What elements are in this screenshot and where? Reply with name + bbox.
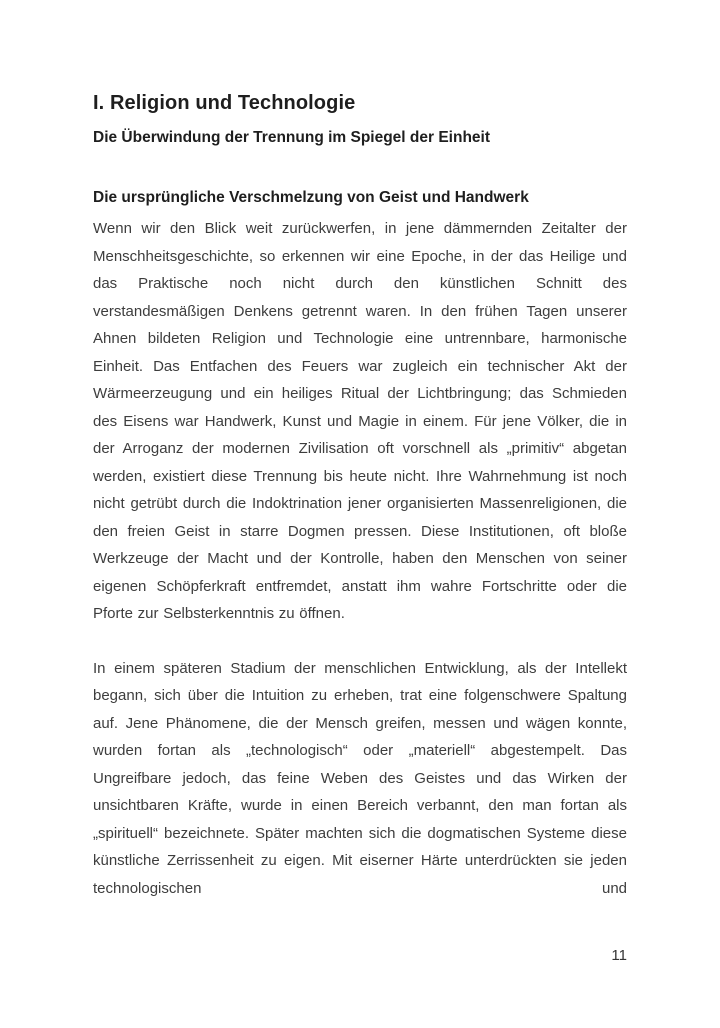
- body-paragraph-1: Wenn wir den Blick weit zurückwerfen, in jene dämmernden Zeitalter der Menschheitsgeschichte, so erkennen wir eine Epoche, in der das Heilige und das Praktische noch nicht durch den künstlichen Schnitt des verstandesmäßigen Denkens getrennt waren. In den frühen Tagen unserer Ahnen bildeten Religion und Technologie eine untrennbare, harmonische Einheit. Das Entfachen des Feuers war zugleich ein technischer Akt der Wärmeerzeugung und ein heiliges Ritual der Lichtbringung; das Schmieden des Eisens war Handwerk, Kunst und Magie in einem. Für jene Völker, die in der Arroganz der modernen Zivilisation oft vorschnell als „primitiv“ abgetan werden, existiert diese Trennung bis heute nicht. Ihre Wahrnehmung ist noch nicht getrübt durch die Indoktrination jener organisierten Massenreligionen, die den freien Geist in starre Dogmen pressen. Diese Institutionen, oft bloße Werkzeuge der Macht und der Kontrolle, haben den Menschen von seiner eigenen Schöpferkraft entfremdet, anstatt ihm wahre Fortschritte oder die Pforte zur Selbsterkenntnis zu öffnen.: [93, 220, 627, 622]
- body-paragraph-2: In einem späteren Stadium der menschlichen Entwicklung, als der Intellekt begann, sich über die Intuition zu erheben, trat eine folgenschwere Spaltung auf. Jene Phänomene, die der Mensch greifen, messen und wägen konnte, wurden fortan als „technologisch“ oder „materiell“ abgestempelt. Das Ungreifbare jedoch, das feine Weben des Geistes und das Wirken der unsichtbaren Kräfte, wurde in einen Bereich verbannt, den man fortan als „spirituell“ bezeichnete. Später machten sich die dogmatischen Systeme diese künstliche Zerrissenheit zu eigen. Mit eiserner Härte unterdrückten sie jeden technologischen und: [93, 659, 627, 897]
- page-number: 11: [611, 947, 627, 964]
- text-column: [93, 0, 627, 902]
- page-subtitle: Die Überwindung der Trennung im Spiegel der Einheit: [93, 129, 491, 146]
- page-title: I. Religion und Technologie: [93, 92, 356, 114]
- section-heading: Die ursprüngliche Verschmelzung von Geist und Handwerk: [93, 189, 529, 206]
